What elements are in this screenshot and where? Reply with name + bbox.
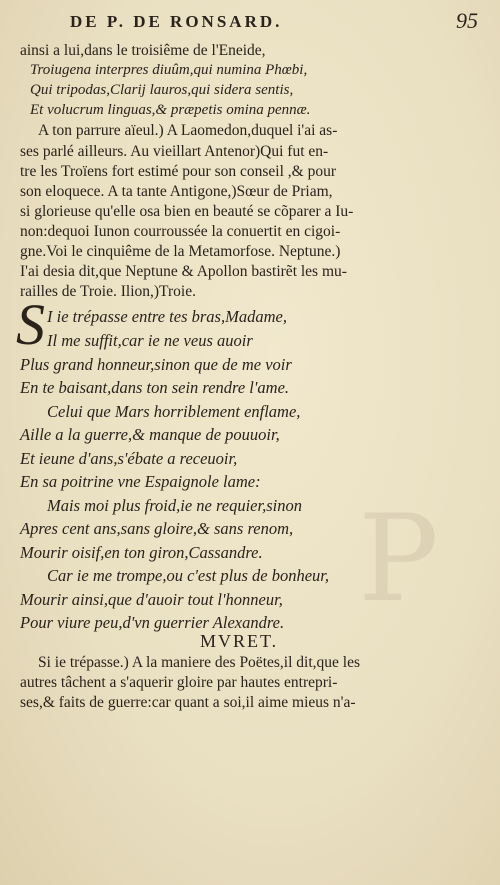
- commentary-line: autres tâchent a s'aquerir gloire par hautes entrepri-: [20, 674, 338, 691]
- commentary-line: gne.Voi le cinquiême de la Metamorfose. Neptune.): [20, 243, 341, 260]
- commentary-line: Si ie trépasse.) A la maniere des Poëtes,il dit,que les: [38, 654, 360, 671]
- sonnet-line: En sa poitrine vne Espaignole lame:: [20, 472, 261, 491]
- sonnet-line: Aille a la guerre,& manque de pouuoir,: [20, 425, 280, 444]
- commentary-line: ses parlé ailleurs. Au vieillart Antenor)Qui fut en-: [20, 143, 329, 160]
- commentary-verse: Troiugena interpres diuûm,qui numina Phœbi,: [30, 62, 308, 78]
- running-head: DE P. DE RONSARD.: [70, 12, 283, 31]
- commentary-line: A ton parrure aïeul.) A Laomedon,duquel i'ai as-: [38, 122, 338, 139]
- sonnet-line: I ie trépasse entre tes bras,Madame,: [47, 307, 287, 326]
- commentary-line: ses,& faits de guerre:car quant a soi,il aime mieus n'a-: [20, 694, 356, 711]
- commentary-verse: Qui tripodas,Clarij lauros,qui sidera sentis,: [30, 82, 294, 98]
- sonnet-line: Celui que Mars horriblement enflame,: [47, 402, 301, 421]
- sonnet-line: Mourir ainsi,que d'auoir tout l'honneur,: [20, 590, 283, 609]
- commentary-verse: Et volucrum linguas,& præpetis omina pennæ.: [30, 102, 311, 118]
- bleed-through-shadow: P: [358, 490, 439, 629]
- sonnet-line: Pour viure peu,d'vn guerrier Alexandre.: [20, 613, 285, 632]
- drop-cap: S: [16, 292, 45, 357]
- commentary-line: tre les Troïens fort estimé pour son conseil ,& pour: [20, 163, 336, 180]
- sonnet-line: Plus grand honneur,sinon que de me voir: [20, 355, 292, 374]
- sonnet-line: Apres cent ans,sans gloire,& sans renom,: [20, 519, 294, 538]
- commentary-line: ainsi a lui,dans le troisiême de l'Eneide,: [20, 42, 266, 59]
- commentary-line: si glorieuse qu'elle osa bien en beauté se cõparer a Iu-: [20, 203, 354, 220]
- commentary-line: non:dequoi Iunon courroussée la conuertit en cigoi-: [20, 223, 341, 240]
- commentary-line: son eloquece. A ta tante Antigone,)Sœur de Priam,: [20, 183, 333, 200]
- page-number: 95: [456, 8, 478, 33]
- sonnet-line: Et ieune d'ans,s'ébate a receuoir,: [20, 449, 238, 468]
- commentary-title: MVRET.: [200, 631, 279, 651]
- sonnet-line: Mourir oisif,en ton giron,Cassandre.: [20, 543, 263, 562]
- sonnet-line: Mais moi plus froid,ie ne requier,sinon: [47, 496, 302, 515]
- commentary-line: I'ai desia dit,que Neptune & Apollon bastirẽt les mu-: [20, 263, 347, 280]
- sonnet-line: Car ie me trompe,ou c'est plus de bonheur,: [47, 566, 330, 585]
- commentary-line: railles de Troie. Ilion,)Troie.: [20, 283, 196, 300]
- sonnet-line: En te baisant,dans ton sein rendre l'ame.: [20, 378, 290, 397]
- sonnet-line: Il me suffit,car ie ne veus auoir: [47, 331, 253, 350]
